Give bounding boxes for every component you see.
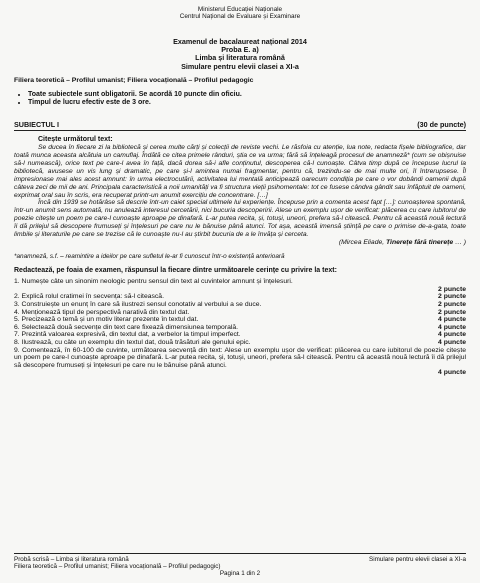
question-points: 4 puncte <box>438 339 466 346</box>
question-text: 7. Prezintă valoarea expresivă, din textul dat, a verbelor la timpul imperfect. <box>14 331 241 339</box>
question-text: 8. Ilustrează, cu câte un exemplu din textul dat, două trăsături ale genului epic. <box>14 339 251 346</box>
rule-item: • Timpul de lucru efectiv este de 3 ore. <box>28 99 466 107</box>
literary-text <box>14 144 466 239</box>
read-label: Citește următorul text: <box>38 136 113 143</box>
citation <box>14 239 466 247</box>
question-item <box>14 324 466 332</box>
rule-item: • Toate subiectele sunt obligatorii. Se acordă 10 puncte din oficiu. <box>28 91 466 99</box>
question-item <box>14 301 466 309</box>
text-paragraph: Încă din 1939 se hotărâse să descrie într-un caiet special ultimele lui experiențe. Începuse prin a comenta acest fapt […]: cunoașterea spontană, într-un anumit sens automată, nu anulează interesul cercetării, nici bucuria descoperirii. Alese un exemplu ușor de verificat: plăcerea cu care iubitorul de poezie citește un poem pe care-l cunoaște aproape pe dinafară. L-ar putea recita, și, totuși, uneori, prefera să-l citească. Pentru că această nouă lectură îi dă prilejul să descopere frumuseți și înțelesuri pe care nu le bănuise până atunci. Tot așa, această imensă știință pe care o primise de-a-gata, toate limbile și literaturile pe care se trezise că le cunoaște nu-l au știrbit bucuria de a le învăța și cerceta. <box>14 199 466 239</box>
citation-end: … ) <box>453 238 466 246</box>
question-item <box>14 331 466 339</box>
question-text: 5. Precizează o temă și un motiv literar prezente în textul dat. <box>14 316 199 324</box>
question-points: 2 puncte <box>438 301 466 309</box>
subject-title: SUBIECTUL I <box>14 119 59 129</box>
ministry-name: Ministerul Educației Naționale <box>197 6 283 13</box>
title-line-4: Simulare pentru elevii clasei a XI-a <box>181 61 299 71</box>
footer-simulation: Simulare pentru elevii clasei a XI-a <box>369 556 466 563</box>
question-text: 9. Comentează, în 60-100 de cuvinte, următoarea secvență din text: Alese un exemplu ușor de verificat: plăcerea cu care iubitorul de poezie citește un poem pe care-l cunoaște aproape pe dinafară. L-ar putea recita, și, totuși, uneori, prefera să-l citească. Pentru că această nouă lectură îi dă prilejul să descopere frumuseți și înțelesuri pe care nu le bănuise până atunci. <box>14 346 466 369</box>
question-points: 2 puncte <box>438 293 466 301</box>
question-text: 3. Construiește un enunț în care să ilustrezi sensul conotativ al verbului a se duce. <box>14 301 262 309</box>
page-number: Pagina 1 din 2 <box>219 570 261 577</box>
question-text: 4. Menționează tipul de perspectivă narativă din textul dat. <box>14 308 190 316</box>
question-points: 2 puncte <box>438 308 466 316</box>
subject-header <box>14 121 466 131</box>
instruction: Redactează, pe foaia de examen, răspunsul la fiecare dintre următoarele cerințe cu privire la text: <box>14 267 337 275</box>
title-line-2: Proba E. a) <box>221 45 259 55</box>
question-text: 2. Explică rolul cratimei în secvența: să-l citească. <box>14 293 164 301</box>
question-points: 4 puncte <box>438 316 466 324</box>
citation-author: (Mircea Eliade, <box>338 238 387 246</box>
question-item <box>14 347 466 370</box>
question-points: 4 puncte <box>438 369 466 377</box>
center-name: Centrul Național de Evaluare și Examinare <box>179 13 301 20</box>
question-item <box>14 339 466 347</box>
footnote: *anamneză, s.f. – reamintire a ideilor pe care sufletul le-ar fi cunoscut într-o existență anterioară <box>14 253 285 261</box>
ministry-header <box>14 6 466 20</box>
title-line-1: Examenul de bacalaureat național 2014 <box>173 37 307 46</box>
exam-title <box>14 38 466 71</box>
citation-title: Tinerețe fără tinerețe <box>386 238 454 246</box>
question-item <box>14 293 466 301</box>
questions-list <box>14 278 466 377</box>
question-points: 4 puncte <box>438 323 466 331</box>
page-footer <box>14 553 466 577</box>
question-text: 6. Selectează două secvențe din text care fixează dimensiunea temporală. <box>14 323 239 331</box>
rules-list <box>14 91 466 107</box>
question-points: 4 puncte <box>438 331 466 339</box>
text-paragraph: Se ducea în fiecare zi la bibliotecă și cerea multe cărți și colecții de reviste vechi. Le răsfoia cu atenție, lua note, redacta fișele bibliografice, dar toată munca aceasta alcătuia un camuflaj. Îndătă ce citea primele rânduri, știa ce va urma; fără să înțeleagă procesul de anamneză* (cum se obișnuise să-l numească), orice text pe care-l avea în față, dacă dorea să-i afle conținutul, descoperea că-l cunoaște. Câtva timp după ce începuse lucrul la bibliotecă, avusese un vis lung și dramatic, pe care și-l amintea numai fragmentar, pentru că, trezindu-se de mai multe ori, îl întrerupsese. Îl impresionase mai ales acest amnunt: în urma electrocutării, activitatea lui mentală anticipează oarecum condiția pe care o vor dobândi oamenii după câteva zeci de mii de ani. Principala caracteristică a noii umanități va fi structura vieții psihomentale: tot ce fusese cândva gândit sau înfăptuit de oameni, exprimat oral sau în scris, era recuperat printr-un anumit exercițiu de concentrare. […] <box>14 144 466 199</box>
exam-page <box>14 6 466 577</box>
question-item <box>14 309 466 317</box>
filiera-line: Filiera teoretică – Profilul umanist; Filiera vocațională – Profilul pedagogic <box>14 76 254 84</box>
subject-points: (30 de puncte) <box>417 119 466 129</box>
footer-exam: Probă scrisă – Limba și literatura română <box>14 556 129 563</box>
title-line-3: Limba și literatura română <box>195 53 285 63</box>
question-item <box>14 278 466 286</box>
question-text: 1. Numește câte un sinonim neologic pentru sensul din text al cuvintelor amnunt și înțelesuri. <box>14 278 293 286</box>
footer-filiera: Filiera teoretică – Profilul umanist; Filiera vocațională – Profilul pedagogic) <box>14 563 221 570</box>
question-points: 2 puncte <box>438 285 466 293</box>
question-item <box>14 316 466 324</box>
